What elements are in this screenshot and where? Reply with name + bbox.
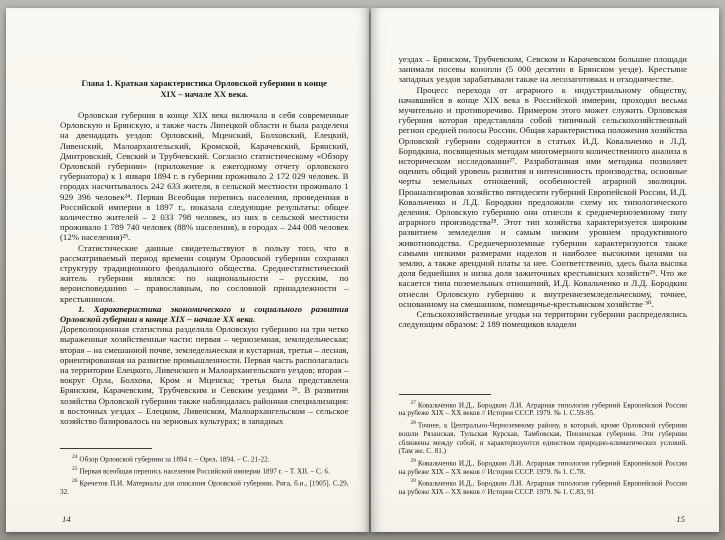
- paragraph: Процесс перехода от аграрного к индустриальному обществу, начавшийся в конце XIX века в Российской империи, проходил весьма мучительно и противоречиво. Примером этого может служить Орловская губерния которая представляла собой типичный сельскохозяйственный регион средней полосы России. Общая характеристика положения хозяйства Орловской губернии содержится в статьях И.Д. Ковальченко и Л.Д. Бородкина, посвященных методам многомерного количественного анализа в историческом исследовании²⁷. Разработанная ими методика позволяет оценить общий уровень развития и интенсивность производства, основные черты земельных отношений, особенностей аграрной эволюции. Проанализировав хозяйство пятидесяти губерний Европейской России, И.Д. Ковальченко и Л.Д. Бородкин предложили схему их типологического деления. Орловскую губернию они отнесли к среднечерноземному типу аграрного производства²⁸. Этот тип хозяйства характеризуется широким развитием земледелия и самым низким уровнем продуктивного животноводства. Среднечерноземные губернии характеризуются также самыми низкими размерами наделов и наиболее высокими ценами на землю, а также арендной платы за нее. Соответственно, здесь была высока доля беднейших и низка доля зажиточных крестьянских хозяйств²⁹. Что же касается типа поземельных отношений, И.Д. Ковальченко и Л.Д. Бородкин отнесли Орловскую губернию к внутреннеземледельческому, точнее, основанному на смешанном, помещичье-крестьянском хозяйстве ³⁰.: [398, 84, 687, 309]
- footnote: [399, 457, 688, 477]
- page-left: [6, 8, 369, 532]
- paragraph: Дореволюционная статистика разделила Орловскую губернию на три четко выраженные хозяйственные части: первая – черноземная, земледельческая; вторая – на смешанной почве, земледельческая и кустарная, третья – лесная, ориентированная на развитие промышленности. Первая часть располагалась на территории Елецкого, Ливенского и Малоархангельского уездов; вторая – вокруг Орла, Болхова, Кром и Мценска; третья была представлена Брянским, Карачевским, Трубчевским и Севским уездами ²⁶. В развитии хозяйства Орловской губернии также наблюдалась районная специализация: в восточных уездах – Елецком, Ливенском, Малоархангельском – сельское хозяйство базировалось на зерновых культурах; в западных: [60, 324, 349, 427]
- footnote-text: Ковальченко И.Д., Бородкин Л.И. Аграрная типология губерний Европейской России на рубеже XIX – XX веков // История СССР. 1979. № 1. С.83, 91: [398, 479, 687, 497]
- chapter-heading: Глава 1. Краткая характеристика Орловской губернии в конце XIX – начале XX века.: [81, 78, 327, 99]
- footnotes-left: [60, 440, 349, 498]
- footnote-number: 30: [410, 478, 416, 485]
- paragraph: Орловская губерния в конце XIX века включала в себя современные Орловскую и Брянскую, а также часть Липецкой области и была разделена на двенадцать уездов: Орловский, Мценский, Болховский, Елецкий, Ливенский, Малоархангельский, Кромской, Карачевский, Брянский, Дмитровский, Севский и Трубчевский. Согласно статистическому «Обзору Орловской губернии» (приложение к ежегодному отчету орловского губернатора) к 1 января 1894 г. в губернии проживало 2 172 029 человек. В городах насчитывалось 242 633 жителя, в сельской местности проживало 1 929 396 человек²⁴. Первая Всеобщая перепись населения, проведенная в Российской империи в 1897 г., показала следующие результаты: общее количество жителей – 2 033 798 человек, из них в сельской местности проживало 1 789 740 человек (88% населения), в городах – 244 008 человек (12% населения)²⁵.: [60, 110, 349, 243]
- page-left-body: [60, 110, 349, 426]
- section-heading: 1. Характеристика экономического и социального развития Орловской губернии в конце XIX – начале XX века.: [60, 303, 349, 325]
- footnote-number: 26: [72, 478, 78, 485]
- footnote: [399, 399, 688, 419]
- footnote: [60, 465, 349, 476]
- paragraph: Сельскохозяйственные угодья на территории губернии распределялись следующим образом: 2 189 помещиков владели: [398, 309, 687, 330]
- footnote-text: Ковальченко И.Д., Бородкин Л.И. Аграрная типология губерний Европейской России на рубеже XIX – XX веков // История СССР. 1979. № 1. С.78.: [398, 459, 687, 476]
- footnote-separator: [60, 448, 152, 449]
- footnote-text: Первая всеобщая перепись населения Российской империи 1897 г. – Т. XII. – С. 6.: [79, 467, 330, 476]
- page-right: [371, 8, 720, 532]
- paragraph: Статистические данные свидетельствуют в пользу того, что в рассматриваемый период времени социум Орловской губернии сохранял структуру традиционного феодального общества. Среднестатистический житель губернии являлся: по национальности – русским, по вероисповеданию – православным, по сословной принадлежности – крестьянином.: [60, 242, 349, 304]
- footnote-number: 27: [410, 399, 416, 406]
- footnote: [399, 419, 688, 456]
- footnote-text: Ковальченко И.Д., Бородкин Л.И. Аграрная типология губерний Европейской России на рубеже XIX – XX веков // История СССР. 1979. № 1. С.59-95.: [398, 400, 687, 418]
- footnote: [399, 477, 688, 497]
- footnote-number: 29: [410, 457, 416, 464]
- footnote-text: Кречетов П.И. Материалы для описания Орловской губернии. Рига, б.и., [1905]. С.29, 32.: [60, 479, 349, 497]
- footnote: [60, 477, 349, 497]
- footnotes-right: [399, 386, 688, 499]
- page-number: 15: [676, 514, 685, 524]
- footnote-number: 24: [72, 454, 78, 461]
- footnote-number: 28: [410, 420, 416, 427]
- footnote-text: Обзор Орловской губернии за 1894 г. – Орел, 1894. – С. 21-22.: [79, 455, 270, 464]
- page-number: 14: [62, 514, 71, 524]
- footnote-separator: [399, 394, 491, 395]
- footnote-text: Точнее, к Центрально-Черноземному району, в который, кроме Орловской губернии вошли Рязанская, Тульская Курская, Тамбовская, Пензенская губернии. Эти губернии сближены между собой, и характеризуются единством природно-климатических условий. (Там же. С. 81.): [398, 421, 687, 456]
- paragraph: уездах – Брянском, Трубчевском, Севском и Карачевском большие площади занимали посевы конопли (5 000 десятин в Брянском уезде). Крестьяне западных уездов зарабатывали также на лесозаготовках и отходничестве.: [398, 54, 687, 85]
- footnote: [60, 453, 349, 464]
- footnote-number: 25: [72, 466, 78, 473]
- page-right-body: [399, 54, 688, 329]
